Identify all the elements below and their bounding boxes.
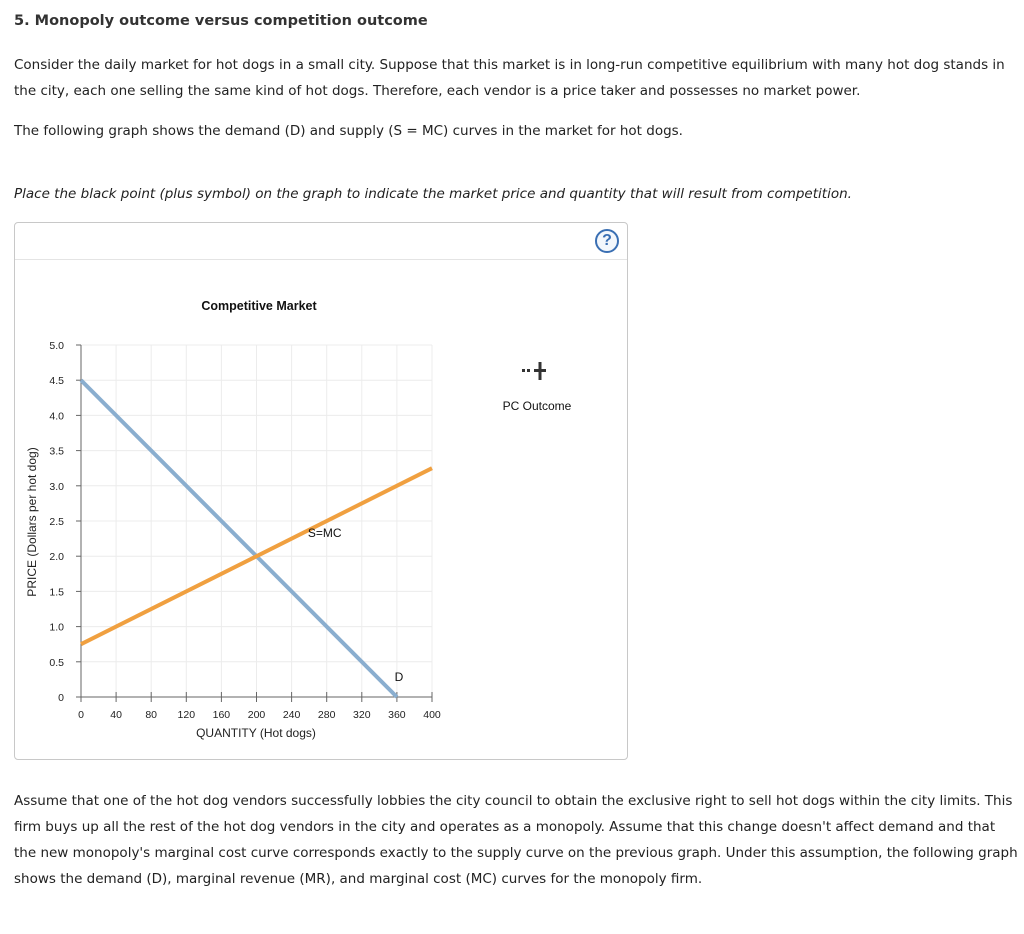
question-title: 5. Monopoly outcome versus competition outcome bbox=[14, 13, 428, 29]
x-tick-label: 120 bbox=[177, 709, 196, 721]
y-tick-label: 5.0 bbox=[49, 340, 64, 352]
x-tick-label: 40 bbox=[110, 709, 122, 721]
help-button[interactable]: ? bbox=[595, 229, 619, 253]
supply-label: S=MC bbox=[307, 526, 342, 540]
x-tick-label: 0 bbox=[78, 709, 84, 721]
x-tick-label: 240 bbox=[282, 709, 301, 721]
x-tick-label: 160 bbox=[212, 709, 231, 721]
graph-panel bbox=[14, 222, 628, 760]
pc-outcome-tool-dot bbox=[527, 369, 530, 372]
pc-outcome-tool-dot bbox=[522, 369, 525, 372]
x-tick-label: 360 bbox=[388, 709, 406, 721]
y-tick-label: 3.5 bbox=[49, 445, 64, 458]
x-axis-label: QUANTITY (Hot dogs) bbox=[196, 726, 316, 740]
graph-intro-text: The following graph shows the demand (D) and supply (S = MC) curves in the market for hot dogs. bbox=[14, 123, 683, 139]
y-tick-label: 1.5 bbox=[49, 586, 64, 599]
y-tick-label: 1.0 bbox=[49, 621, 64, 634]
y-tick-label: 2.0 bbox=[49, 551, 64, 564]
y-tick-label: 3.0 bbox=[49, 480, 64, 493]
followup-paragraph: Assume that one of the hot dog vendors successfully lobbies the city council to obtain the exclusive right to sell hot dogs within the city limits. This firm buys up all the rest of the hot dog vendors in the city and operates as a monopoly. Assume that this change doesn't affect demand and that the new monopoly's marginal cost curve corresponds exactly to the supply curve on the previous graph. Under this assumption, the following graph shows the demand (D), marginal revenue (MR), and marginal cost (MC) curves for the monopoly firm. bbox=[14, 793, 1018, 887]
chart-title: Competitive Market bbox=[201, 299, 317, 313]
pc-outcome-label: PC Outcome bbox=[502, 399, 572, 413]
y-tick-label: 4.0 bbox=[49, 410, 64, 423]
x-tick-label: 320 bbox=[353, 709, 371, 721]
x-tick-label: 200 bbox=[247, 709, 266, 721]
x-tick-label: 80 bbox=[145, 709, 158, 721]
instruction-text: Place the black point (plus symbol) on the graph to indicate the market price and quantity that will result from competition. bbox=[14, 186, 852, 202]
y-tick-label: 0 bbox=[58, 692, 64, 704]
panel-header bbox=[15, 223, 627, 260]
y-tick-label: 2.5 bbox=[49, 516, 64, 528]
intro-paragraph: Consider the daily market for hot dogs in a small city. Suppose that this market is in long-run competitive equilibrium with many hot dog stands in the city, each one selling the same kind of hot dogs. Therefore, each vendor is a price taker and possesses no market power. bbox=[14, 57, 1005, 99]
y-tick-label: 4.5 bbox=[49, 375, 64, 388]
x-tick-label: 280 bbox=[317, 709, 336, 721]
y-tick-label: 0.5 bbox=[49, 656, 64, 669]
y-axis-label: PRICE (Dollars per hot dog) bbox=[25, 447, 39, 597]
demand-label: D bbox=[394, 670, 404, 684]
x-tick-label: 400 bbox=[423, 709, 441, 721]
